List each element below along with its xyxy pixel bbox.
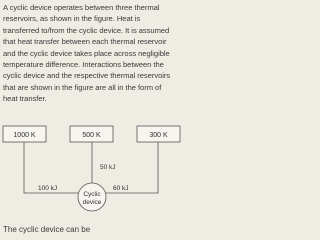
question-line: cyclic device and the respective thermal reservoirs: [3, 71, 171, 81]
cyclic-device-label-line1: Cyclic: [83, 191, 101, 198]
question-line: and the cyclic device takes place across negligible: [3, 48, 170, 58]
reservoir-300k-label: 300 K: [149, 132, 168, 139]
question-line: A cyclic device operates between three thermal: [3, 3, 160, 12]
cyclic-device-label-line2: device: [82, 199, 102, 206]
question-line: transferred to/from the cyclic device. It is assumed: [3, 25, 170, 35]
reservoir-1000k-label: 1000 K: [13, 132, 36, 139]
diagram-svg: [0, 122, 200, 222]
question-line: that heat transfer between each thermal reservoir: [3, 37, 167, 47]
heat-label-300k: 60 kJ: [113, 185, 129, 192]
cyclic-device-diagram: [0, 122, 200, 222]
question-line: heat transfer.: [3, 94, 47, 104]
question-line: temperature difference. Interactions between the: [3, 60, 164, 70]
heat-label-1000k: 100 kJ: [38, 185, 58, 192]
heat-label-500k: 50 kJ: [100, 164, 116, 171]
question-text: [3, 2, 197, 105]
question-line: reservoirs, as shown in the figure. Heat is: [3, 14, 141, 24]
question-line: that are shown in the figure are all in the form of: [3, 82, 162, 92]
reservoir-500k-label: 500 K: [82, 132, 101, 139]
footer-text: The cyclic device can be: [3, 225, 91, 234]
